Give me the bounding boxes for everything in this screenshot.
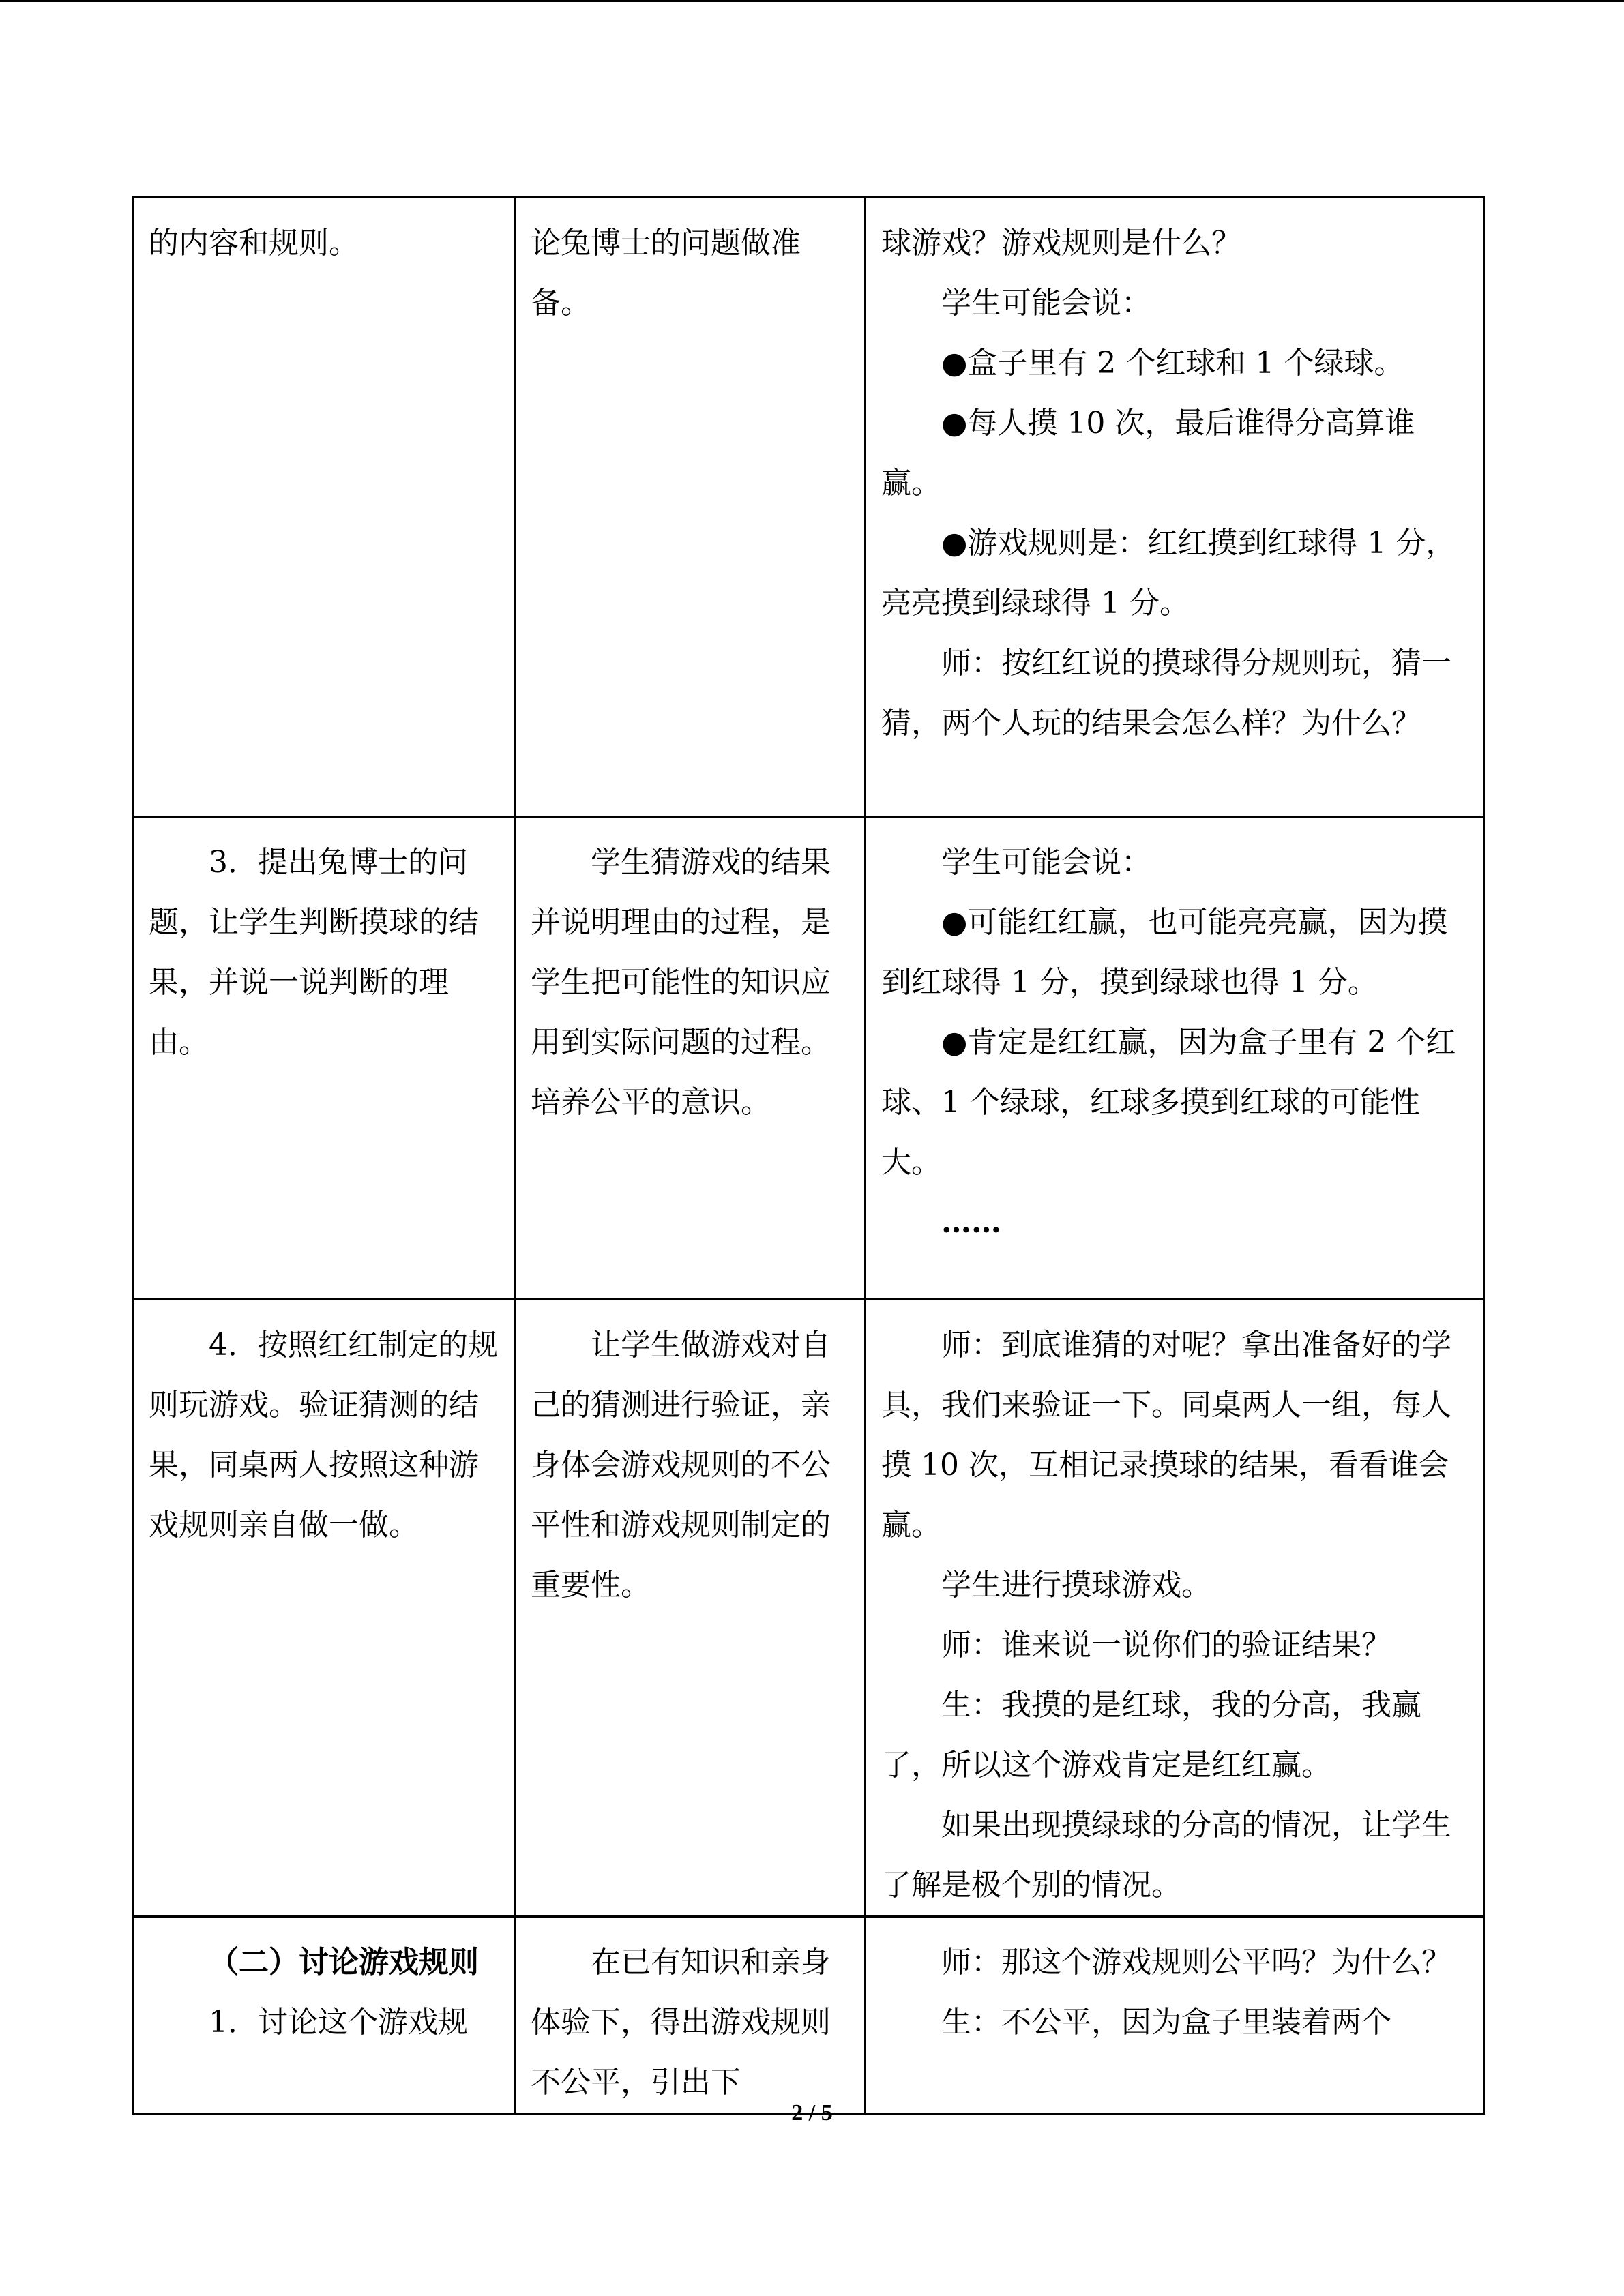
cell-design-intent [515,198,866,817]
cell-classroom-activity [866,1917,1484,2114]
cell-text: …… [941,1205,1001,1240]
cell-text: 论兔博士的问题做准备。 [531,226,801,320]
cell-text: 如果出现摸绿球的分高的情况，让学生了解是极个别的情况。 [881,1808,1451,1903]
cell-text: 球游戏？游戏规则是什么？ [881,226,1241,260]
cell-teaching-step [133,1300,515,1917]
lesson-plan-table [132,196,1485,2115]
table-row [133,1300,1484,1917]
cell-text: ●每人摸 10 次，最后谁得分高算谁赢。 [881,406,1415,501]
cell-text: ●游戏规则是：红红摸到红球得 1 分，亮亮摸到绿球得 1 分。 [881,526,1456,621]
top-border-line [0,0,1624,2]
cell-text: 学生进行摸球游戏。 [941,1568,1211,1602]
cell-teaching-step [133,817,515,1300]
cell-text: ●肯定是红红赢，因为盒子里有 2 个红球、1 个绿球，红球多摸到红球的可能性大。 [881,1025,1456,1180]
cell-text: ●可能红红赢，也可能亮亮赢，因为摸到红球得 1 分，摸到绿球也得 1 分。 [881,905,1448,1000]
section-heading: （二）讨论游戏规则 [209,1945,479,1980]
cell-text: 让学生做游戏对自己的猜测进行验证，亲身体会游戏规则的不公平性和游戏规则制定的重要性。 [531,1328,831,1602]
cell-text: 学生可能会说： [941,845,1151,880]
cell-design-intent [515,1917,866,2114]
table-row [133,198,1484,817]
cell-text: 学生猜游戏的结果并说明理由的过程，是学生把可能性的知识应用到实际问题的过程。培养公平的意识。 [531,845,831,1120]
cell-text: 师：那这个游戏规则公平吗？为什么？ [941,1945,1451,1980]
table-row [133,817,1484,1300]
cell-text: 师：谁来说一说你们的验证结果？ [941,1628,1391,1663]
cell-text: 师：按红红说的摸球得分规则玩，猜一猜，两个人玩的结果会怎么样？为什么？ [881,646,1451,741]
table-row [133,1917,1484,2114]
cell-text: ●盒子里有 2 个红球和 1 个绿球。 [941,346,1404,381]
cell-text: 在已有知识和亲身体验下，得出游戏规则不公平，引出下 [531,1945,831,2100]
cell-design-intent [515,1300,866,1917]
cell-text: 的内容和规则。 [149,226,359,260]
cell-text: 3．提出兔博士的问题，让学生判断摸球的结果，并说一说判断的理由。 [149,845,479,1060]
cell-text: 1．讨论这个游戏规 [209,2005,468,2040]
cell-text: 生：不公平，因为盒子里装着两个 [941,2005,1391,2040]
page-number: 2 / 5 [791,2100,833,2126]
cell-classroom-activity [866,1300,1484,1917]
cell-text: 学生可能会说： [941,286,1151,320]
cell-teaching-step [133,198,515,817]
cell-design-intent [515,817,866,1300]
cell-classroom-activity [866,198,1484,817]
cell-classroom-activity [866,817,1484,1300]
cell-text: 师：到底谁猜的对呢？拿出准备好的学具，我们来验证一下。同桌两人一组，每人摸 10 次，互相记录摸球的结果，看看谁会赢。 [881,1328,1451,1542]
cell-teaching-step [133,1917,515,2114]
cell-text: 生：我摸的是红球，我的分高，我赢了，所以这个游戏肯定是红红赢。 [881,1688,1421,1783]
cell-text: 4．按照红红制定的规则玩游戏。验证猜测的结果，同桌两人按照这种游戏规则亲自做一做。 [149,1328,498,1542]
